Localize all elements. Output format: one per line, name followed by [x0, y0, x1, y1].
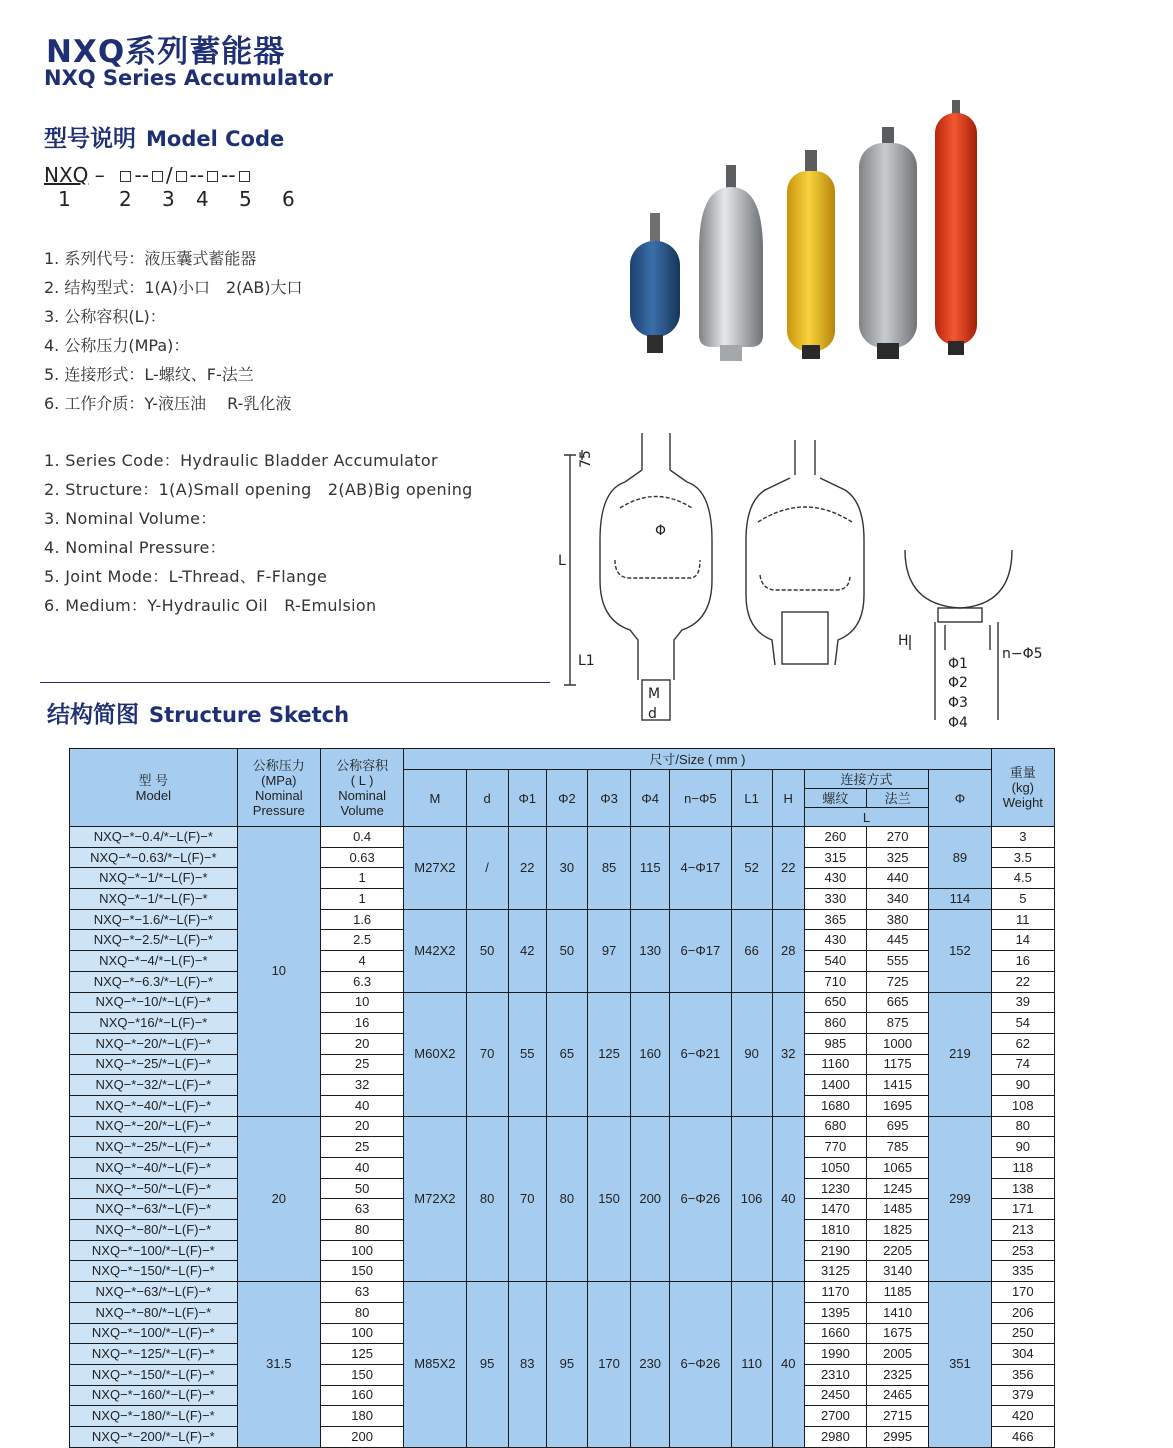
volume-cell: 2.5 [320, 930, 403, 951]
size-cell-d: 80 [466, 1116, 508, 1282]
flange-length-cell: 785 [867, 1137, 929, 1158]
note-cn-item: 6. 工作介质：Y-液压油 R-乳化液 [44, 394, 292, 413]
flange-length-cell: 1695 [867, 1095, 929, 1116]
weight-cell: 138 [991, 1178, 1054, 1199]
model-cell: NXQ−*−63/*−L(F)−* [70, 1199, 238, 1220]
model-cell: NXQ−*−0.4/*−L(F)−* [70, 827, 238, 848]
thread-length-cell: 330 [804, 889, 866, 910]
flange-length-cell: 2005 [867, 1344, 929, 1365]
weight-cell: 304 [991, 1344, 1054, 1365]
size-cell-p4: 200 [631, 1116, 670, 1282]
model-cell: NXQ−*−1/*−L(F)−* [70, 889, 238, 910]
flange-length-cell: 1245 [867, 1178, 929, 1199]
thread-length-cell: 1170 [804, 1282, 866, 1303]
size-cell-p2: 95 [546, 1282, 587, 1448]
size-cell-p3: 170 [587, 1282, 630, 1448]
volume-cell: 20 [320, 1033, 403, 1054]
notes-cn-list [44, 244, 303, 418]
model-cell: NXQ−*16/*−L(F)−* [70, 1013, 238, 1034]
size-cell-np5: 6−Φ21 [670, 992, 731, 1116]
model-cell: NXQ−*−20/*−L(F)−* [70, 1116, 238, 1137]
flange-length-cell: 1675 [867, 1323, 929, 1344]
model-cell: NXQ−*−150/*−L(F)−* [70, 1261, 238, 1282]
model-cell: NXQ−*−180/*−L(F)−* [70, 1406, 238, 1427]
note-cn-item: 2. 结构型式：1(A)小口 2(AB)大口 [44, 278, 303, 297]
flange-length-cell: 875 [867, 1013, 929, 1034]
header-L1: L1 [731, 770, 772, 827]
code-box-4 [176, 171, 187, 182]
volume-cell: 150 [320, 1364, 403, 1385]
weight-cell: 250 [991, 1323, 1054, 1344]
structure-sketch-title-cn: 结构简图 [47, 702, 139, 728]
header-L: L [804, 808, 928, 827]
model-cell: NXQ−*−4/*−L(F)−* [70, 951, 238, 972]
model-cell: NXQ−*−150/*−L(F)−* [70, 1364, 238, 1385]
header-n-phi5: n−Φ5 [670, 770, 731, 827]
thread-length-cell: 860 [804, 1013, 866, 1034]
model-cell: NXQ−*−63/*−L(F)−* [70, 1282, 238, 1303]
weight-cell: 62 [991, 1033, 1054, 1054]
structure-sketch-title-en: Structure Sketch [149, 703, 350, 727]
thread-length-cell: 2980 [804, 1426, 866, 1447]
table-row [70, 1282, 1055, 1303]
flange-length-cell: 1000 [867, 1033, 929, 1054]
note-en-item: 3. Nominal Volume： [44, 509, 217, 528]
table-row [70, 827, 1055, 848]
structure-sketch-heading [47, 696, 349, 729]
size-cell-d: 50 [466, 909, 508, 992]
weight-cell: 5 [991, 889, 1054, 910]
note-en-item: 6. Medium：Y-Hydraulic Oil R-Emulsion [44, 596, 377, 615]
model-cell: NXQ−*−1/*−L(F)−* [70, 868, 238, 889]
flange-length-cell: 1065 [867, 1158, 929, 1179]
header-M: M [404, 770, 466, 827]
header-flange: 法兰 [867, 789, 929, 808]
accumulator-red [935, 100, 977, 355]
size-cell-p1: 83 [508, 1282, 546, 1448]
table-row [70, 909, 1055, 930]
accumulator-blue [630, 213, 680, 353]
pressure-cell: 10 [237, 827, 320, 1117]
phi-cell: 152 [929, 909, 991, 992]
notes-en-list [44, 446, 473, 620]
dim-L1: L1 [578, 653, 595, 669]
thread-length-cell: 1230 [804, 1178, 866, 1199]
volume-cell: 80 [320, 1302, 403, 1323]
dim-phi3: Φ3 [948, 695, 968, 711]
weight-cell: 356 [991, 1364, 1054, 1385]
sketch-accumulator-small-opening [564, 433, 712, 720]
thread-length-cell: 540 [804, 951, 866, 972]
header-volume-en2: Volume [340, 802, 384, 818]
header-model [70, 749, 238, 827]
size-cell-p4: 230 [631, 1282, 670, 1448]
model-cell: NXQ−*−25/*−L(F)−* [70, 1137, 238, 1158]
thread-length-cell: 985 [804, 1033, 866, 1054]
size-cell-M: M42X2 [404, 909, 466, 992]
model-cell: NXQ−*−25/*−L(F)−* [70, 1054, 238, 1075]
volume-cell: 0.4 [320, 827, 403, 848]
size-cell-np5: 6−Φ17 [670, 909, 731, 992]
header-size: 尺寸/Size ( mm ) [404, 749, 991, 770]
header-connection: 连接方式 [804, 770, 928, 789]
model-cell: NXQ−*−20/*−L(F)−* [70, 1033, 238, 1054]
thread-length-cell: 1395 [804, 1302, 866, 1323]
volume-cell: 100 [320, 1323, 403, 1344]
model-cell: NXQ−*−125/*−L(F)−* [70, 1344, 238, 1365]
pressure-cell: 31.5 [237, 1282, 320, 1448]
volume-cell: 32 [320, 1075, 403, 1096]
table-row [70, 992, 1055, 1013]
size-cell-H: 28 [772, 909, 804, 992]
volume-cell: 1.6 [320, 909, 403, 930]
thread-length-cell: 1050 [804, 1158, 866, 1179]
page-subtitle: NXQ Series Accumulator [44, 66, 334, 90]
code-box-5 [207, 171, 218, 182]
accumulator-yellow [787, 150, 835, 359]
code-pos-6: 6 [282, 187, 295, 211]
weight-cell: 213 [991, 1220, 1054, 1241]
header-d: d [466, 770, 508, 827]
volume-cell: 63 [320, 1199, 403, 1220]
pressure-cell: 20 [237, 1116, 320, 1282]
weight-cell: 90 [991, 1137, 1054, 1158]
model-cell: NXQ−*−6.3/*−L(F)−* [70, 971, 238, 992]
size-cell-p1: 70 [508, 1116, 546, 1282]
size-cell-p2: 50 [546, 909, 587, 992]
flange-length-cell: 440 [867, 868, 929, 889]
weight-cell: 14 [991, 930, 1054, 951]
model-cell: NXQ−*−80/*−L(F)−* [70, 1220, 238, 1241]
flange-length-cell: 695 [867, 1116, 929, 1137]
header-pressure-en1: Nominal [254, 787, 303, 803]
code-box-6 [239, 171, 250, 182]
note-en-item: 5. Joint Mode：L-Thread、F-Flange [44, 567, 328, 586]
model-cell: NXQ−*−10/*−L(F)−* [70, 992, 238, 1013]
volume-cell: 80 [320, 1220, 403, 1241]
code-box-2 [120, 171, 131, 182]
header-thread: 螺纹 [804, 789, 866, 808]
volume-cell: 160 [320, 1385, 403, 1406]
dim-M: M [648, 686, 661, 702]
size-cell-p3: 85 [587, 827, 630, 910]
size-cell-H: 40 [772, 1116, 804, 1282]
weight-cell: 39 [991, 992, 1054, 1013]
size-cell-M: M85X2 [404, 1282, 466, 1448]
thread-length-cell: 710 [804, 971, 866, 992]
header-volume-unit: ( L ) [350, 772, 374, 788]
thread-length-cell: 3125 [804, 1261, 866, 1282]
volume-cell: 200 [320, 1426, 403, 1447]
model-code-title-en: Model Code [146, 127, 285, 151]
header-weight [991, 749, 1054, 827]
size-cell-p3: 97 [587, 909, 630, 992]
size-cell-L1: 106 [731, 1116, 772, 1282]
size-cell-p4: 130 [631, 909, 670, 992]
thread-length-cell: 1470 [804, 1199, 866, 1220]
model-cell: NXQ−*−40/*−L(F)−* [70, 1095, 238, 1116]
weight-cell: 253 [991, 1240, 1054, 1261]
header-weight-cn: 重量 [1009, 765, 1036, 780]
note-cn-item: 1. 系列代号：液压囊式蓄能器 [44, 249, 257, 268]
thread-length-cell: 2700 [804, 1406, 866, 1427]
weight-cell: 11 [991, 909, 1054, 930]
size-cell-p3: 125 [587, 992, 630, 1116]
header-phi: Φ [929, 770, 991, 827]
model-cell: NXQ−*−0.63/*−L(F)−* [70, 847, 238, 868]
flange-length-cell: 725 [867, 971, 929, 992]
size-cell-p4: 160 [631, 992, 670, 1116]
weight-cell: 4.5 [991, 868, 1054, 889]
model-code-prefix: NXQ [44, 163, 89, 187]
header-weight-unit: (kg) [1011, 780, 1034, 795]
weight-cell: 22 [991, 971, 1054, 992]
dim-phi2: Φ2 [948, 675, 968, 691]
note-cn-item: 5. 连接形式：L-螺纹、F-法兰 [44, 365, 254, 384]
weight-cell: 80 [991, 1116, 1054, 1137]
model-cell: NXQ−*−1.6/*−L(F)−* [70, 909, 238, 930]
flange-length-cell: 445 [867, 930, 929, 951]
weight-cell: 420 [991, 1406, 1054, 1427]
header-H: H [772, 770, 804, 827]
size-cell-np5: 6−Φ26 [670, 1282, 731, 1448]
size-cell-M: M27X2 [404, 827, 466, 910]
volume-cell: 100 [320, 1240, 403, 1261]
dim-L: L [558, 553, 566, 569]
size-cell-H: 40 [772, 1282, 804, 1448]
flange-length-cell: 2205 [867, 1240, 929, 1261]
flange-length-cell: 3140 [867, 1261, 929, 1282]
flange-length-cell: 270 [867, 827, 929, 848]
thread-length-cell: 680 [804, 1116, 866, 1137]
flange-length-cell: 2995 [867, 1426, 929, 1447]
dim-phi: Φ [655, 523, 667, 539]
size-cell-np5: 6−Φ26 [670, 1116, 731, 1282]
model-cell: NXQ−*−2.5/*−L(F)−* [70, 930, 238, 951]
volume-cell: 10 [320, 992, 403, 1013]
flange-length-cell: 1175 [867, 1054, 929, 1075]
accumulators-photo [600, 95, 1020, 375]
weight-cell: 74 [991, 1054, 1054, 1075]
size-cell-L1: 110 [731, 1282, 772, 1448]
model-cell: NXQ−*−32/*−L(F)−* [70, 1075, 238, 1096]
note-cn-item: 4. 公称压力(MPa)： [44, 336, 190, 355]
size-cell-M: M60X2 [404, 992, 466, 1116]
code-pos-3: 3 [162, 187, 175, 211]
accumulator-grey [859, 127, 917, 359]
header-phi4: Φ4 [631, 770, 670, 827]
header-pressure-unit: (MPa) [261, 772, 297, 788]
size-cell-p3: 150 [587, 1116, 630, 1282]
flange-length-cell: 2325 [867, 1364, 929, 1385]
volume-cell: 0.63 [320, 847, 403, 868]
size-cell-M: M72X2 [404, 1116, 466, 1282]
size-cell-p1: 22 [508, 827, 546, 910]
volume-cell: 63 [320, 1282, 403, 1303]
volume-cell: 150 [320, 1261, 403, 1282]
header-pressure-en2: Pressure [252, 802, 305, 818]
thread-length-cell: 430 [804, 868, 866, 889]
table-row [70, 1116, 1055, 1137]
spec-table-body [70, 827, 1055, 1448]
flange-length-cell: 1410 [867, 1302, 929, 1323]
size-cell-L1: 52 [731, 827, 772, 910]
dim-phi4: Φ4 [948, 715, 968, 730]
model-code-title-cn: 型号说明 [44, 126, 136, 152]
size-cell-p2: 65 [546, 992, 587, 1116]
dim-d: d [648, 706, 657, 722]
dim-75: 75 [578, 450, 594, 468]
size-cell-d: 70 [466, 992, 508, 1116]
volume-cell: 40 [320, 1095, 403, 1116]
thread-length-cell: 260 [804, 827, 866, 848]
code-pos-1: 1 [58, 187, 71, 211]
phi-cell: 219 [929, 992, 991, 1116]
phi-cell: 299 [929, 1116, 991, 1282]
header-model-en: Model [135, 787, 172, 803]
flange-length-cell: 2465 [867, 1385, 929, 1406]
thread-length-cell: 770 [804, 1137, 866, 1158]
volume-cell: 180 [320, 1406, 403, 1427]
size-cell-p2: 30 [546, 827, 587, 910]
header-volume-en1: Nominal [338, 787, 386, 803]
thread-length-cell: 1660 [804, 1323, 866, 1344]
section-divider [40, 682, 550, 683]
flange-length-cell: 2715 [867, 1406, 929, 1427]
note-en-item: 1. Series Code：Hydraulic Bladder Accumulator [44, 451, 438, 470]
flange-length-cell: 1485 [867, 1199, 929, 1220]
header-volume [320, 749, 403, 827]
model-cell: NXQ−*−50/*−L(F)−* [70, 1178, 238, 1199]
size-cell-p1: 42 [508, 909, 546, 992]
flange-length-cell: 1185 [867, 1282, 929, 1303]
size-cell-L1: 66 [731, 909, 772, 992]
code-box-3 [152, 171, 163, 182]
header-model-cn: 型 号 [138, 772, 169, 788]
model-code-heading [44, 120, 284, 153]
thread-length-cell: 1810 [804, 1220, 866, 1241]
flange-length-cell: 555 [867, 951, 929, 972]
volume-cell: 50 [320, 1178, 403, 1199]
weight-cell: 54 [991, 1013, 1054, 1034]
weight-cell: 379 [991, 1385, 1054, 1406]
weight-cell: 3.5 [991, 847, 1054, 868]
dim-phi1: Φ1 [948, 656, 968, 672]
thread-length-cell: 1680 [804, 1095, 866, 1116]
size-cell-H: 32 [772, 992, 804, 1116]
weight-cell: 206 [991, 1302, 1054, 1323]
flange-length-cell: 1825 [867, 1220, 929, 1241]
thread-length-cell: 1990 [804, 1344, 866, 1365]
size-cell-d: 95 [466, 1282, 508, 1448]
volume-cell: 1 [320, 868, 403, 889]
header-phi3: Φ3 [587, 770, 630, 827]
size-cell-p4: 115 [631, 827, 670, 910]
header-volume-cn: 公称容积 [336, 757, 389, 773]
weight-cell: 466 [991, 1426, 1054, 1447]
code-pos-4: 4 [196, 187, 209, 211]
volume-cell: 4 [320, 951, 403, 972]
flange-length-cell: 1415 [867, 1075, 929, 1096]
size-cell-np5: 4−Φ17 [670, 827, 731, 910]
header-weight-en: Weight [1002, 795, 1043, 810]
header-phi2: Φ2 [546, 770, 587, 827]
model-cell: NXQ−*−40/*−L(F)−* [70, 1158, 238, 1179]
thread-length-cell: 650 [804, 992, 866, 1013]
sketch-accumulator-big-opening [746, 440, 864, 665]
volume-cell: 20 [320, 1116, 403, 1137]
weight-cell: 108 [991, 1095, 1054, 1116]
thread-length-cell: 1160 [804, 1054, 866, 1075]
flange-length-cell: 325 [867, 847, 929, 868]
phi-cell: 351 [929, 1282, 991, 1448]
page-title: NXQ系列蓄能器 [46, 34, 286, 70]
model-cell: NXQ−*−100/*−L(F)−* [70, 1323, 238, 1344]
model-cell: NXQ−*−160/*−L(F)−* [70, 1385, 238, 1406]
code-pos-2: 2 [119, 187, 132, 211]
thread-length-cell: 365 [804, 909, 866, 930]
structure-sketch-drawing [550, 430, 1070, 730]
phi-cell: 89 [929, 827, 991, 889]
weight-cell: 16 [991, 951, 1054, 972]
thread-length-cell: 430 [804, 930, 866, 951]
size-cell-L1: 90 [731, 992, 772, 1116]
flange-length-cell: 340 [867, 889, 929, 910]
weight-cell: 90 [991, 1075, 1054, 1096]
size-cell-p1: 55 [508, 992, 546, 1116]
thread-length-cell: 2310 [804, 1364, 866, 1385]
flange-length-cell: 380 [867, 909, 929, 930]
accumulator-silver [699, 165, 763, 361]
volume-cell: 16 [320, 1013, 403, 1034]
flange-length-cell: 665 [867, 992, 929, 1013]
note-en-item: 2. Structure：1(A)Small opening 2(AB)Big opening [44, 480, 473, 499]
weight-cell: 335 [991, 1261, 1054, 1282]
note-en-item: 4. Nominal Pressure： [44, 538, 226, 557]
volume-cell: 1 [320, 889, 403, 910]
model-cell: NXQ−*−80/*−L(F)−* [70, 1302, 238, 1323]
size-cell-H: 22 [772, 827, 804, 910]
thread-length-cell: 1400 [804, 1075, 866, 1096]
volume-cell: 25 [320, 1137, 403, 1158]
spec-table [69, 748, 1055, 1448]
weight-cell: 3 [991, 827, 1054, 848]
note-cn-item: 3. 公称容积(L)： [44, 307, 166, 326]
volume-cell: 25 [320, 1054, 403, 1075]
model-cell: NXQ−*−100/*−L(F)−* [70, 1240, 238, 1261]
thread-length-cell: 2190 [804, 1240, 866, 1261]
header-pressure-cn: 公称压力 [252, 757, 305, 773]
dim-n-phi5: n−Φ5 [1002, 646, 1043, 662]
volume-cell: 125 [320, 1344, 403, 1365]
header-pressure [237, 749, 320, 827]
code-pos-5: 5 [239, 187, 252, 211]
dim-H: H [898, 633, 909, 649]
volume-cell: 40 [320, 1158, 403, 1179]
size-cell-p2: 80 [546, 1116, 587, 1282]
model-cell: NXQ−*−200/*−L(F)−* [70, 1426, 238, 1447]
size-cell-d: / [466, 827, 508, 910]
header-phi1: Φ1 [508, 770, 546, 827]
volume-cell: 6.3 [320, 971, 403, 992]
thread-length-cell: 315 [804, 847, 866, 868]
weight-cell: 171 [991, 1199, 1054, 1220]
thread-length-cell: 2450 [804, 1385, 866, 1406]
weight-cell: 118 [991, 1158, 1054, 1179]
weight-cell: 170 [991, 1282, 1054, 1303]
phi-cell: 114 [929, 889, 991, 910]
